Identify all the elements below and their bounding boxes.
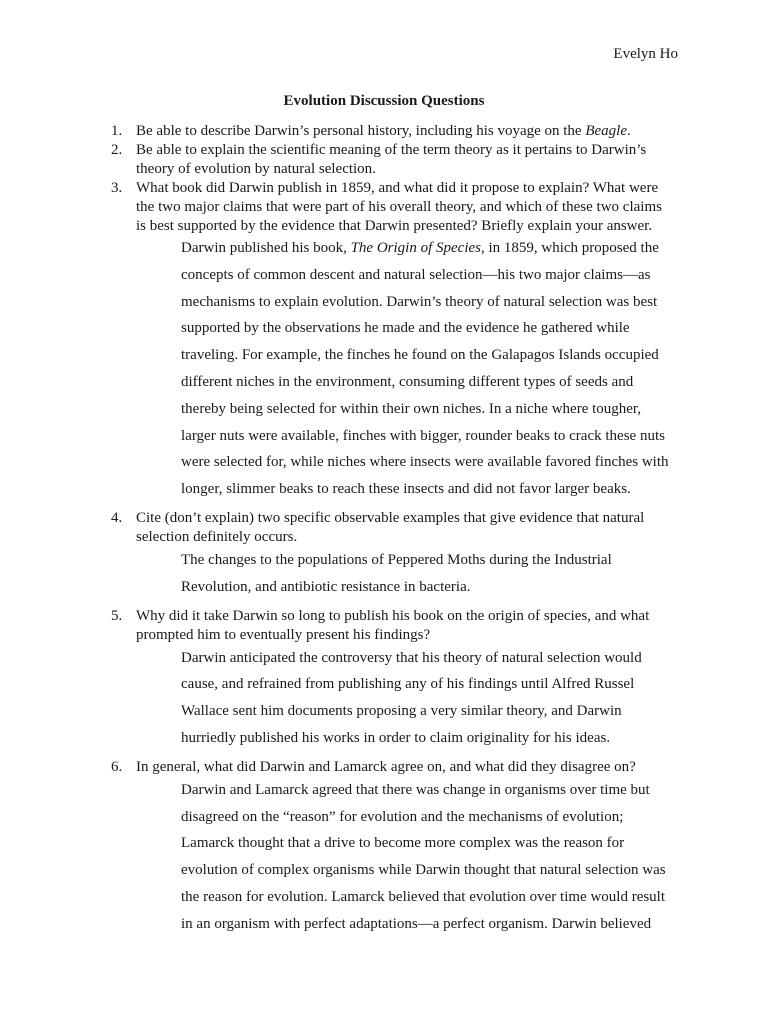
question-text-part: Be able to describe Darwin’s personal history, including his voyage on the <box>136 123 586 139</box>
question-text: What book did Darwin publish in 1859, and what did it propose to explain? What were the two major claims that were part of his overall theory, and which of these two claims is best supported by the evidence that Darwin presented? Briefly explain your answer. <box>136 180 662 234</box>
document-title: Evolution Discussion Questions <box>283 93 485 109</box>
question-6 <box>111 758 671 938</box>
question-4 <box>111 509 671 601</box>
answer-text: Darwin and Lamarck agreed that there was change in organisms over time but disagreed on the “reason” for evolution and the mechanisms of evolution; Lamarck thought that a drive to become more complex was the reason for evolution of complex organisms while Darwin thought that natural selection was the reason for evolution. Lamarck believed that evolution over time would result in an organism with perfect adaptations—a perfect organism. Darwin believed <box>181 781 666 932</box>
question-text: In general, what did Darwin and Lamarck agree on, and what did they disagree on? <box>136 758 636 775</box>
answer-text: Darwin anticipated the controversy that his theory of natural selection would cause, and refrained from publishing any of his findings until Alfred Russel Wallace sent him documents proposing a very similar theory, and Darwin hurriedly published his works in order to claim originality for his ideas. <box>181 649 642 746</box>
question-2 <box>111 141 671 179</box>
question-number: 5. <box>111 607 123 624</box>
question-number: 6. <box>111 758 123 775</box>
question-text-part: . <box>627 123 631 139</box>
question-1 <box>111 122 671 141</box>
question-text <box>136 122 671 141</box>
question-text: Cite (don’t explain) two specific observable examples that give evidence that natural selection definitely occurs. <box>136 509 645 545</box>
book-title: The Origin of Species <box>350 240 481 256</box>
question-text: Be able to explain the scientific meaning of the term theory as it pertains to Darwin’s theory of evolution by natural selection. <box>136 142 647 177</box>
question-number: 2. <box>111 142 123 158</box>
question-number: 1. <box>111 123 123 139</box>
answer-text-part: Darwin published his book, <box>181 240 351 256</box>
question-number: 4. <box>111 509 123 526</box>
answer-text-part: , in 1859, which proposed the concepts of common descent and natural selection—his two major claims—as mechanisms to explain evolution. Darwin’s theory of natural selection was best supported by the observations he made and the evidence he gathered while traveling. For example, the finches he found on the Galapagos Islands occupied different niches in the environment, consuming different types of seeds and thereby being selected for within their own niches. In a niche where tougher, larger nuts were available, finches with bigger, rounder beaks to crack these nuts were selected for, while niches where insects were available favored finches with longer, slimmer beaks to reach these insects and did not favor larger beaks. <box>181 240 669 498</box>
answer-text <box>181 235 671 503</box>
question-text-italic: Beagle <box>585 123 627 139</box>
question-5 <box>111 607 671 752</box>
question-text: Why did it take Darwin so long to publish his book on the origin of species, and what prompted him to eventually present his findings? <box>136 607 650 643</box>
author-name: Evelyn Ho <box>613 46 678 62</box>
question-list <box>111 122 671 944</box>
question-number: 3. <box>111 180 123 196</box>
question-3 <box>111 179 671 503</box>
answer-text: The changes to the populations of Peppered Moths during the Industrial Revolution, and antibiotic resistance in bacteria. <box>181 551 612 595</box>
